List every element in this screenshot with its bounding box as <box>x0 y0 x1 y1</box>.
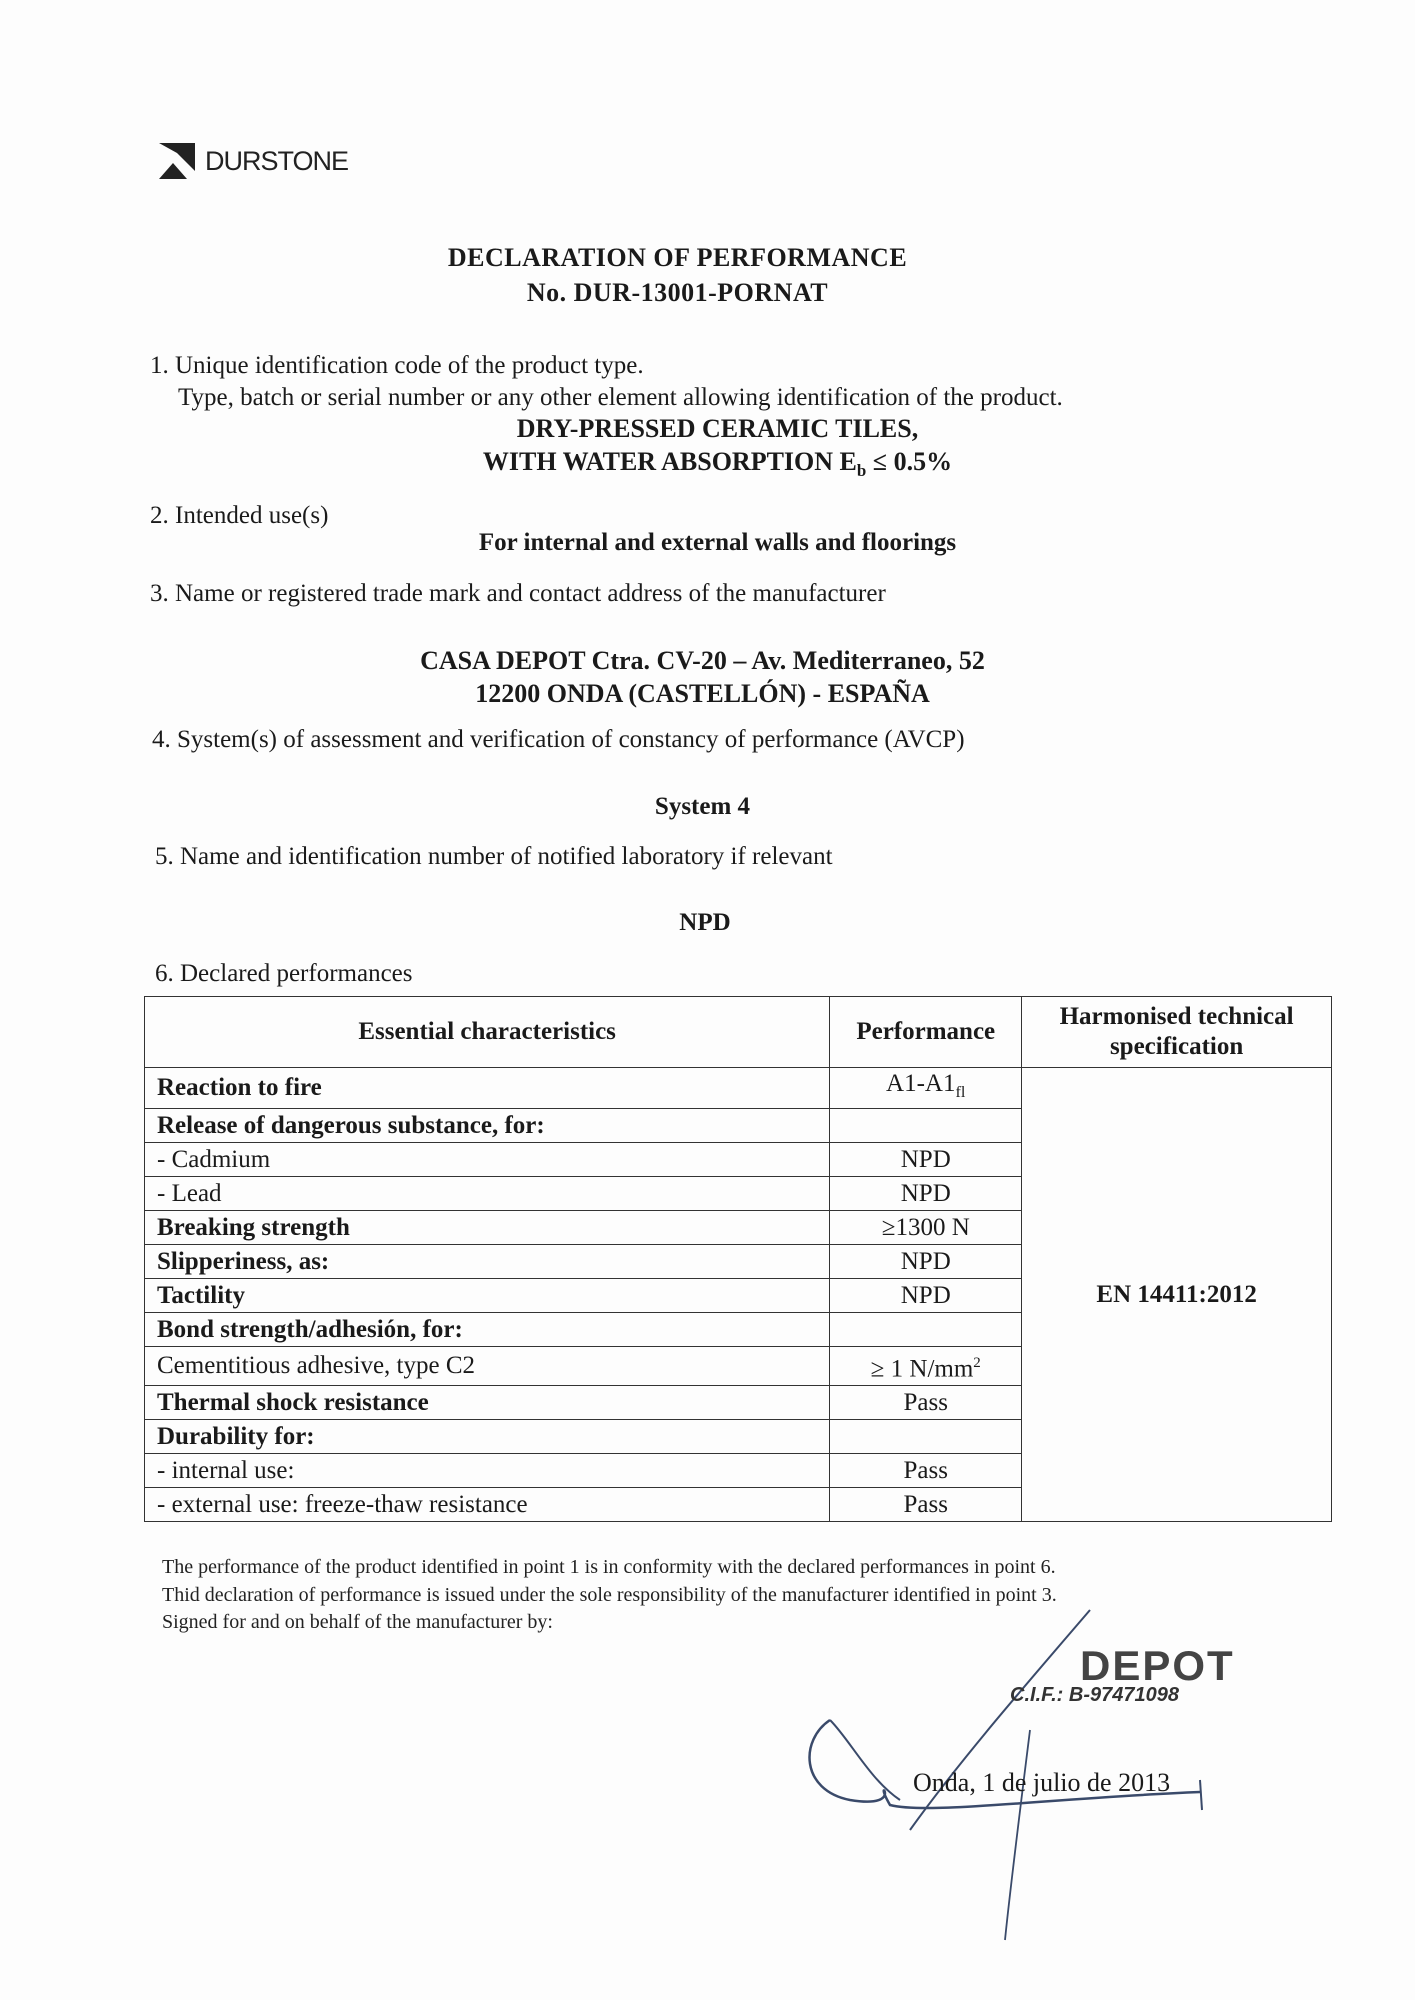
performance-value: NPD <box>900 1179 951 1207</box>
section-3-label: 3. Name or registered trade mark and contact address of the manufacturer <box>150 580 886 607</box>
performance-value: NPD <box>900 1281 951 1309</box>
characteristic-cell: - internal use: <box>145 1454 830 1488</box>
performance-cell <box>830 1488 1022 1522</box>
performance-value: NPD <box>900 1145 951 1173</box>
characteristic-cell: - Lead <box>145 1177 830 1211</box>
avcp-system-value: System 4 <box>654 793 751 820</box>
manufacturer-address-line1: CASA DEPOT Ctra. CV-20 – Av. Mediterraneo, 52 <box>420 646 985 675</box>
characteristic-cell: Release of dangerous substance, for: <box>145 1109 830 1143</box>
performance-subscript: fl <box>955 1083 966 1101</box>
section-5-label: 5. Name and identification number of notified laboratory if relevant <box>155 843 833 870</box>
performance-value: A1-A1 <box>886 1070 956 1097</box>
declared-performances-table <box>144 996 1332 1522</box>
harmonised-spec-cell: EN 14411:2012 <box>1022 1068 1332 1522</box>
performance-value: Pass <box>903 1456 948 1484</box>
section-2-label: 2. Intended use(s) <box>150 502 329 529</box>
table-header-row <box>145 997 1332 1068</box>
performance-value: Pass <box>903 1490 948 1518</box>
performance-cell <box>830 1068 1022 1109</box>
performance-cell <box>830 1143 1022 1177</box>
signature-icon <box>790 1570 1250 1960</box>
performance-cell <box>830 1109 1022 1143</box>
section-1-label: 1. Unique identification code of the product type. <box>150 352 644 379</box>
section-6-label: 6. Declared performances <box>155 960 413 987</box>
durstone-logo-icon <box>157 141 197 181</box>
section-1-sublabel: Type, batch or serial number or any other element allowing identification of the product. <box>178 384 1063 411</box>
performance-cell <box>830 1420 1022 1454</box>
header-harmonised-spec: Harmonised technical specification <box>1022 997 1332 1068</box>
stamp-cif: C.I.F.: B-97471098 <box>1010 1684 1179 1706</box>
responsibility-statement: Thid declaration of performance is issued under the sole responsibility of the manufacturer identified in point 3. <box>162 1584 1057 1606</box>
notified-laboratory-value: NPD <box>679 909 731 936</box>
durstone-logo <box>157 141 348 181</box>
performance-cell <box>830 1313 1022 1347</box>
product-name-line1: DRY-PRESSED CERAMIC TILES, <box>516 414 919 443</box>
performance-cell <box>830 1386 1022 1420</box>
characteristic-cell: Thermal shock resistance <box>145 1386 830 1420</box>
characteristic-cell: Breaking strength <box>145 1211 830 1245</box>
company-stamp <box>940 1642 1235 1706</box>
performance-cell <box>830 1347 1022 1386</box>
performance-cell <box>830 1211 1022 1245</box>
document-title: DECLARATION OF PERFORMANCE <box>447 243 908 272</box>
place-and-date: Onda, 1 de julio de 2013 <box>913 1768 1171 1797</box>
intended-use-value: For internal and external walls and floorings <box>478 529 957 556</box>
stamp-name: DEPOT <box>1080 1642 1235 1689</box>
performance-cell <box>830 1177 1022 1211</box>
logo-text: DURSTONE <box>205 145 349 176</box>
performance-superscript: 2 <box>973 1355 981 1371</box>
characteristic-cell: - Cadmium <box>145 1143 830 1177</box>
performance-cell <box>830 1245 1022 1279</box>
header-essential-characteristics: Essential characteristics <box>145 997 830 1068</box>
conformity-statement: The performance of the product identified in point 1 is in conformity with the declared performances in point 6. <box>162 1556 1056 1578</box>
manufacturer-address-line2: 12200 ONDA (CASTELLÓN) - ESPAÑA <box>475 679 930 708</box>
characteristic-cell: - external use: freeze-thaw resistance <box>145 1488 830 1522</box>
document-number: No. DUR-13001-PORNAT <box>526 278 829 307</box>
characteristic-cell: Reaction to fire <box>145 1068 830 1109</box>
performance-value: Pass <box>903 1388 948 1416</box>
product-name-line2-sub: b <box>856 461 867 481</box>
characteristic-cell: Cementitious adhesive, type C2 <box>145 1347 830 1386</box>
performance-value: ≥ 1 N/mm <box>870 1355 974 1383</box>
table-row <box>145 1068 1332 1109</box>
header-performance: Performance <box>830 997 1022 1068</box>
performance-cell <box>830 1454 1022 1488</box>
product-name-line2 <box>0 447 1415 481</box>
section-4-label: 4. System(s) of assessment and verification of constancy of performance (AVCP) <box>152 726 965 753</box>
product-name-line2-post: ≤ 0.5% <box>866 447 953 476</box>
product-name-line2-text: WITH WATER ABSORPTION E <box>482 447 857 476</box>
characteristic-cell: Durability for: <box>145 1420 830 1454</box>
performance-value: ≥1300 N <box>881 1213 970 1241</box>
performance-cell <box>830 1279 1022 1313</box>
signed-for-statement: Signed for and on behalf of the manufacturer by: <box>162 1611 553 1633</box>
characteristic-cell: Bond strength/adhesión, for: <box>145 1313 830 1347</box>
performance-value: NPD <box>900 1247 951 1275</box>
characteristic-cell: Slipperiness, as: <box>145 1245 830 1279</box>
characteristic-cell: Tactility <box>145 1279 830 1313</box>
